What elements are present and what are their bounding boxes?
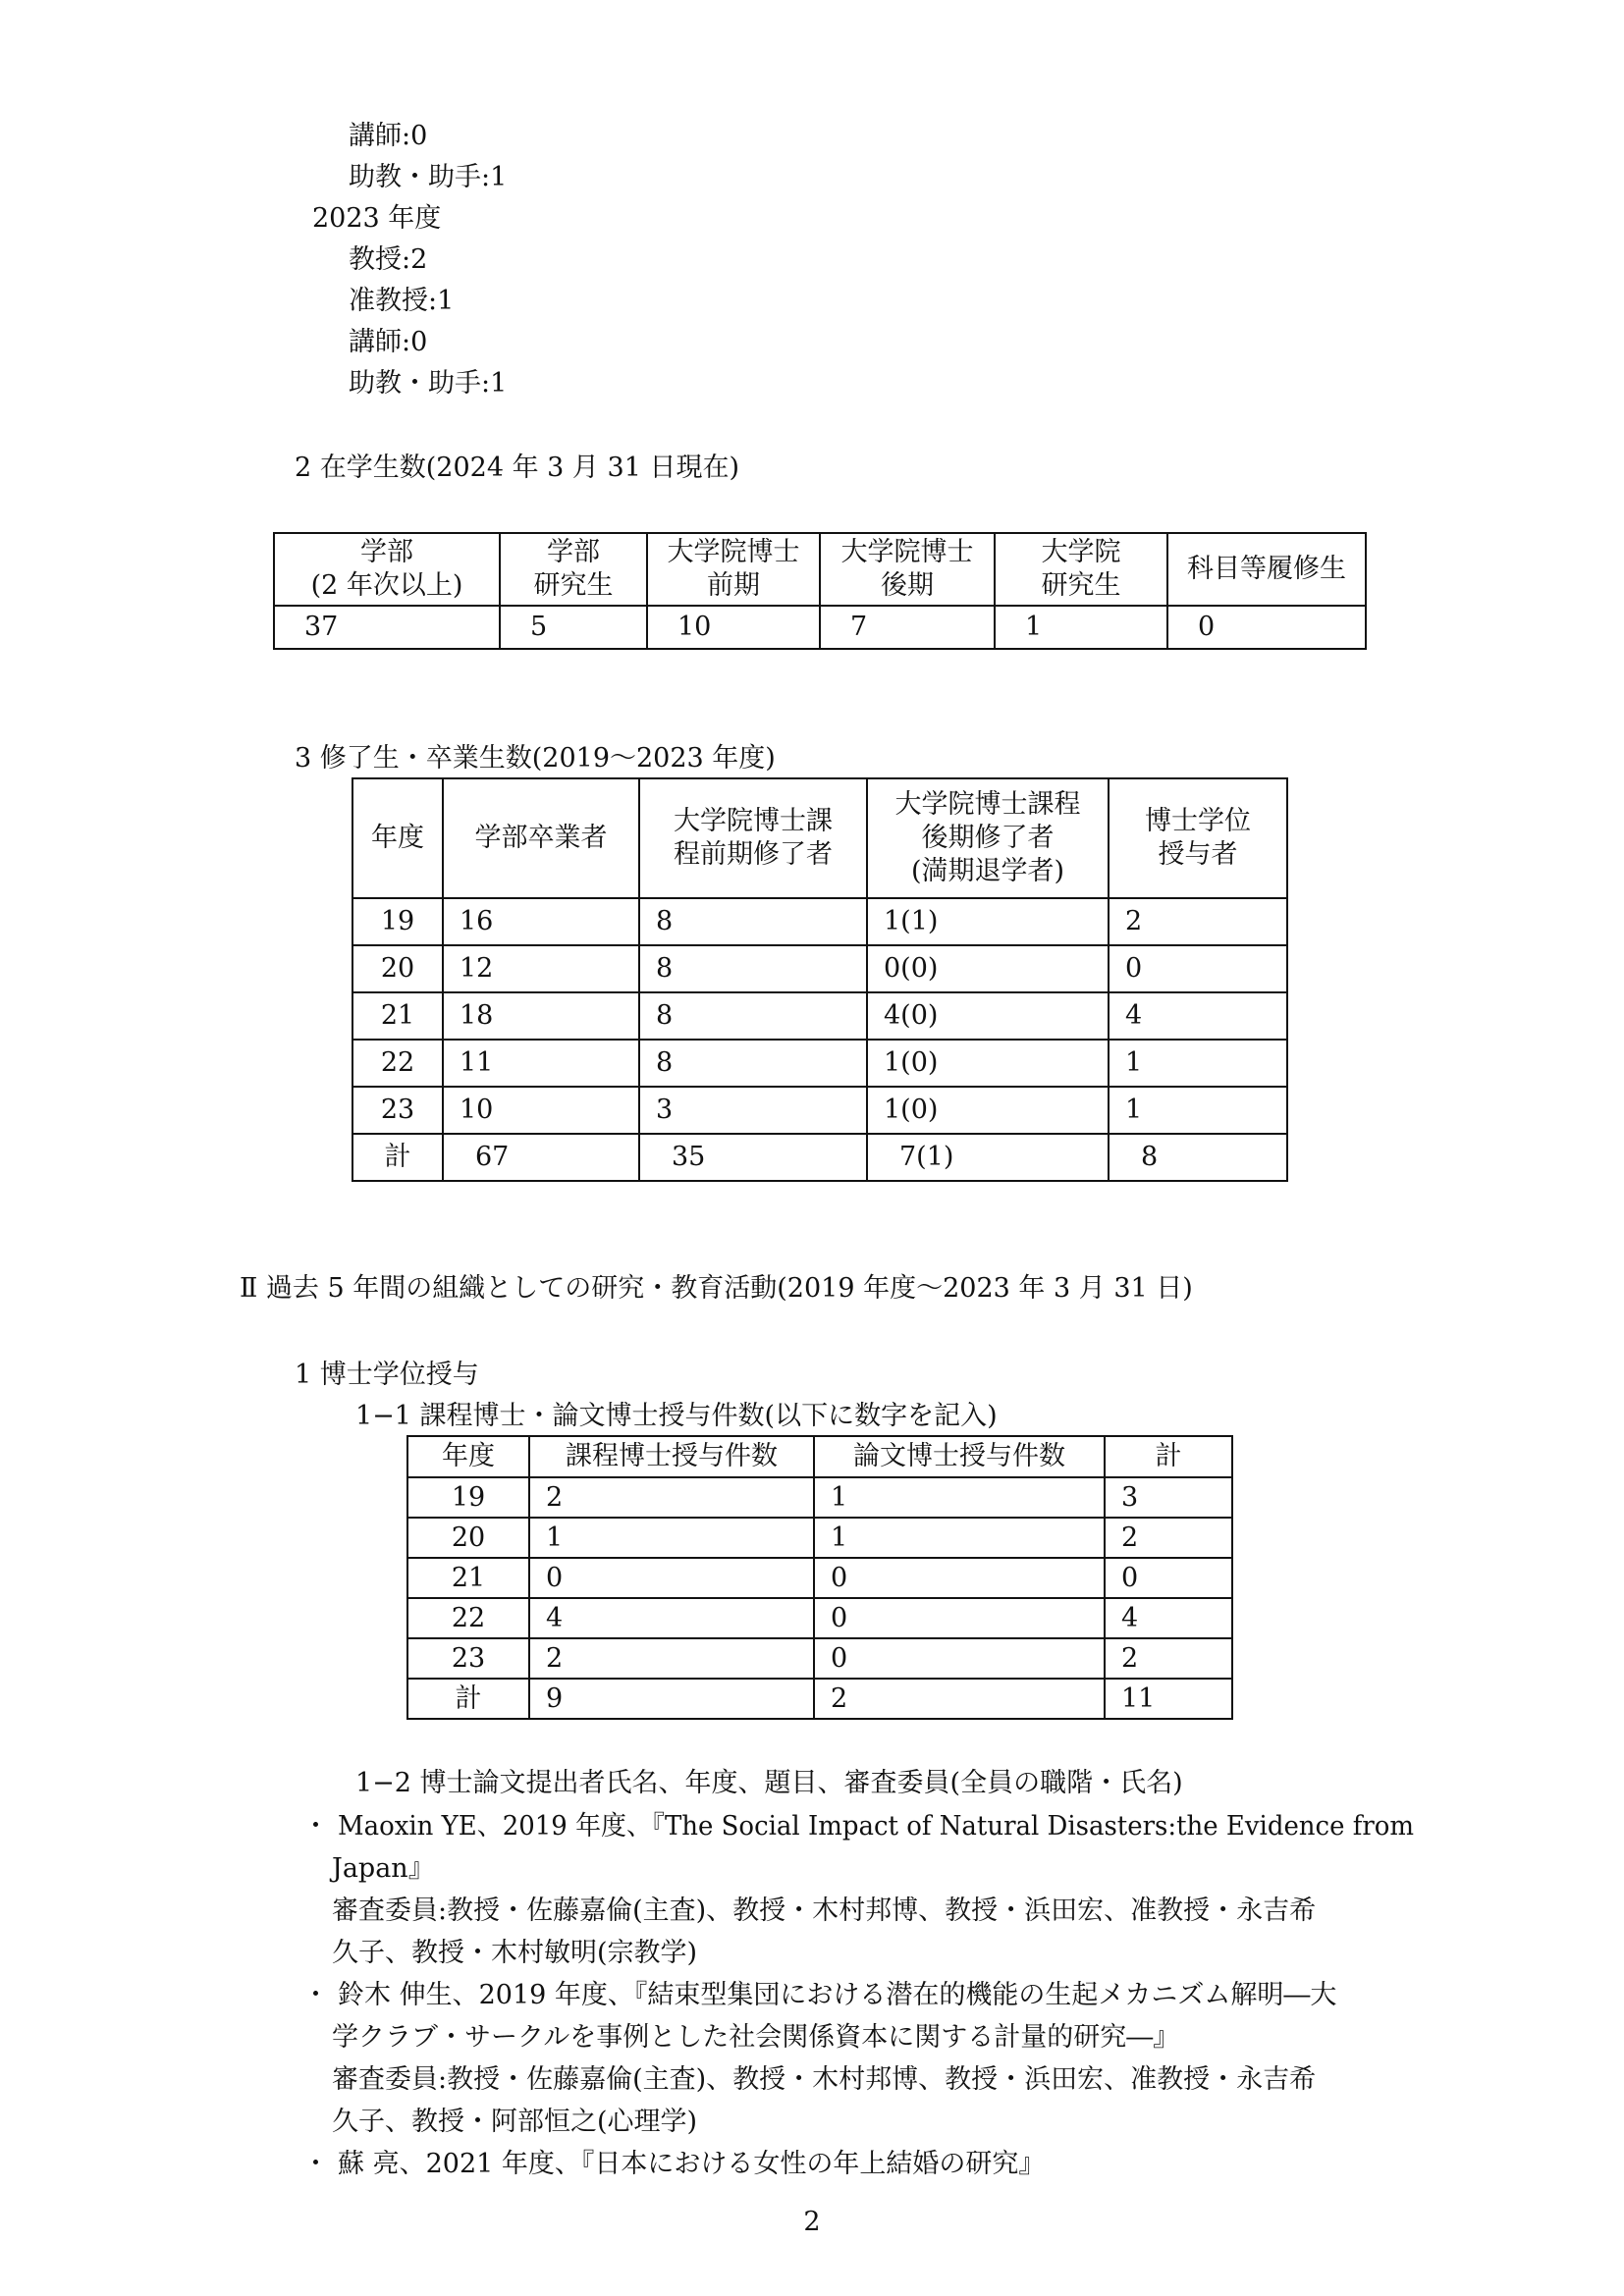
degrees-cell: 4 bbox=[529, 1598, 814, 1638]
enrollment-header-cell: 学部 研究生 bbox=[500, 533, 647, 606]
faculty-lecturer-2023: 講師:0 bbox=[349, 327, 428, 357]
enrollment-table bbox=[273, 532, 1367, 650]
degrees-cell: 11 bbox=[1105, 1679, 1232, 1719]
graduates-cell: 4 bbox=[1109, 992, 1287, 1040]
entry-bullet: ・ bbox=[302, 2149, 329, 2179]
part2-sub1-1: 1−1 課程博士・論文博士授与件数(以下に数字を記入) bbox=[355, 1401, 998, 1431]
graduates-row bbox=[352, 1040, 1287, 1087]
degrees-cell: 2 bbox=[529, 1638, 814, 1679]
graduates-cell: 計 bbox=[352, 1134, 443, 1181]
entry-title-line: Japan』 bbox=[332, 1853, 435, 1884]
enrollment-value: 7 bbox=[820, 606, 995, 649]
faculty-assistant-prev: 助教・助手:1 bbox=[349, 162, 508, 192]
graduates-cell: 1 bbox=[1109, 1087, 1287, 1134]
degrees-cell: 2 bbox=[529, 1477, 814, 1518]
degrees-cell: 0 bbox=[529, 1558, 814, 1598]
graduates-cell: 20 bbox=[352, 945, 443, 992]
degrees-cell: 9 bbox=[529, 1679, 814, 1719]
section3-heading: 3 修了生・卒業生数(2019～2023 年度) bbox=[295, 743, 776, 774]
degrees-cell: 2 bbox=[1105, 1518, 1232, 1558]
graduates-cell: 11 bbox=[443, 1040, 639, 1087]
enrollment-header-cell: 大学院博士 後期 bbox=[820, 533, 995, 606]
enrollment-value: 1 bbox=[995, 606, 1167, 649]
enrollment-header-cell: 学部 (2 年次以上) bbox=[274, 533, 500, 606]
graduates-cell: 16 bbox=[443, 898, 639, 945]
enrollment-value: 10 bbox=[647, 606, 820, 649]
graduates-row bbox=[352, 992, 1287, 1040]
enrollment-value: 37 bbox=[274, 606, 500, 649]
graduates-cell: 1 bbox=[1109, 1040, 1287, 1087]
degrees-cell: 19 bbox=[407, 1477, 529, 1518]
entry-committee-line: 審査委員:教授・佐藤嘉倫(主査)、教授・木村邦博、教授・浜田宏、准教授・永吉希 bbox=[332, 1896, 1317, 1926]
entry-bullet: ・ bbox=[302, 1811, 329, 1842]
degrees-cell: 22 bbox=[407, 1598, 529, 1638]
faculty-year-2023: 2023 年度 bbox=[312, 203, 442, 234]
entry-title-line: 鈴木 伸生、2019 年度、『結束型集団における潜在的機能の生起メカニズム解明―大 bbox=[338, 1980, 1337, 2010]
degrees-header-cell: 年度 bbox=[407, 1436, 529, 1477]
graduates-table bbox=[352, 777, 1288, 1182]
degrees-row bbox=[407, 1598, 1232, 1638]
graduates-cell: 3 bbox=[639, 1087, 867, 1134]
graduates-total-row bbox=[352, 1134, 1287, 1181]
degrees-total-row bbox=[407, 1679, 1232, 1719]
graduates-cell: 21 bbox=[352, 992, 443, 1040]
degrees-cell: 計 bbox=[407, 1679, 529, 1719]
graduates-cell: 10 bbox=[443, 1087, 639, 1134]
enrollment-value: 5 bbox=[500, 606, 647, 649]
faculty-lecturer-prev: 講師:0 bbox=[349, 121, 428, 151]
degrees-cell: 1 bbox=[814, 1518, 1105, 1558]
degrees-cell: 2 bbox=[814, 1679, 1105, 1719]
entry-bullet: ・ bbox=[302, 1980, 329, 2010]
graduates-cell: 1(1) bbox=[867, 898, 1109, 945]
enrollment-header-row bbox=[274, 533, 1366, 606]
graduates-cell: 1(0) bbox=[867, 1040, 1109, 1087]
part2-sub1-2: 1−2 博士論文提出者氏名、年度、題目、審査委員(全員の職階・氏名) bbox=[355, 1768, 1183, 1798]
degrees-row bbox=[407, 1558, 1232, 1598]
degrees-cell: 0 bbox=[814, 1598, 1105, 1638]
graduates-cell: 8 bbox=[639, 945, 867, 992]
degrees-cell: 0 bbox=[814, 1638, 1105, 1679]
graduates-cell: 0(0) bbox=[867, 945, 1109, 992]
graduates-header-cell: 大学院博士課 程前期修了者 bbox=[639, 778, 867, 898]
graduates-row bbox=[352, 945, 1287, 992]
degrees-cell: 0 bbox=[814, 1558, 1105, 1598]
enrollment-value: 0 bbox=[1167, 606, 1366, 649]
degrees-header-cell: 課程博士授与件数 bbox=[529, 1436, 814, 1477]
graduates-row bbox=[352, 898, 1287, 945]
entry-title-line: Maoxin YE、2019 年度、『The Social Impact of Natural Disasters:the Evidence from bbox=[338, 1811, 1414, 1842]
enrollment-header-cell: 大学院 研究生 bbox=[995, 533, 1167, 606]
graduates-cell: 18 bbox=[443, 992, 639, 1040]
graduates-header-cell: 博士学位 授与者 bbox=[1109, 778, 1287, 898]
faculty-associate-2023: 准教授:1 bbox=[349, 286, 455, 316]
degrees-row bbox=[407, 1477, 1232, 1518]
enrollment-header-cell: 大学院博士 前期 bbox=[647, 533, 820, 606]
part2-heading: Ⅱ 過去 5 年間の組織としての研究・教育活動(2019 年度～2023 年 3 月 31 日) bbox=[240, 1273, 1193, 1304]
graduates-cell: 2 bbox=[1109, 898, 1287, 945]
graduates-cell: 19 bbox=[352, 898, 443, 945]
enrollment-header-cell: 科目等履修生 bbox=[1167, 533, 1366, 606]
degrees-cell: 1 bbox=[529, 1518, 814, 1558]
degrees-cell: 20 bbox=[407, 1518, 529, 1558]
graduates-header-cell: 学部卒業者 bbox=[443, 778, 639, 898]
graduates-header-row bbox=[352, 778, 1287, 898]
graduates-header-cell: 年度 bbox=[352, 778, 443, 898]
graduates-cell: 12 bbox=[443, 945, 639, 992]
degrees-cell: 4 bbox=[1105, 1598, 1232, 1638]
entry-title-line: 蘇 亮、2021 年度、『日本における女性の年上結婚の研究』 bbox=[338, 2149, 1046, 2179]
degrees-cell: 3 bbox=[1105, 1477, 1232, 1518]
degrees-cell: 1 bbox=[814, 1477, 1105, 1518]
graduates-cell: 7(1) bbox=[867, 1134, 1109, 1181]
degrees-header-row bbox=[407, 1436, 1232, 1477]
degrees-row bbox=[407, 1518, 1232, 1558]
degrees-header-cell: 計 bbox=[1105, 1436, 1232, 1477]
faculty-professor-2023: 教授:2 bbox=[349, 244, 428, 275]
graduates-cell: 23 bbox=[352, 1087, 443, 1134]
degrees-row bbox=[407, 1638, 1232, 1679]
graduates-cell: 4(0) bbox=[867, 992, 1109, 1040]
degrees-table bbox=[406, 1435, 1233, 1720]
graduates-cell: 8 bbox=[1109, 1134, 1287, 1181]
graduates-row bbox=[352, 1087, 1287, 1134]
graduates-cell: 8 bbox=[639, 1040, 867, 1087]
graduates-cell: 67 bbox=[443, 1134, 639, 1181]
entry-title-line: 学クラブ・サークルを事例とした社会関係資本に関する計量的研究―』 bbox=[332, 2022, 1180, 2053]
enrollment-value-row bbox=[274, 606, 1366, 649]
entry-committee-line: 久子、教授・阿部恒之(心理学) bbox=[332, 2107, 698, 2137]
graduates-cell: 22 bbox=[352, 1040, 443, 1087]
entry-committee-line: 審査委員:教授・佐藤嘉倫(主査)、教授・木村邦博、教授・浜田宏、准教授・永吉希 bbox=[332, 2064, 1317, 2095]
graduates-cell: 8 bbox=[639, 898, 867, 945]
section2-heading: 2 在学生数(2024 年 3 月 31 日現在) bbox=[295, 453, 739, 483]
page-number: 2 bbox=[803, 2207, 821, 2237]
degrees-header-cell: 論文博士授与件数 bbox=[814, 1436, 1105, 1477]
entry-committee-line: 久子、教授・木村敏明(宗教学) bbox=[332, 1938, 698, 1968]
degrees-cell: 23 bbox=[407, 1638, 529, 1679]
graduates-cell: 8 bbox=[639, 992, 867, 1040]
degrees-cell: 0 bbox=[1105, 1558, 1232, 1598]
graduates-header-cell: 大学院博士課程 後期修了者 (満期退学者) bbox=[867, 778, 1109, 898]
graduates-cell: 0 bbox=[1109, 945, 1287, 992]
degrees-cell: 21 bbox=[407, 1558, 529, 1598]
degrees-cell: 2 bbox=[1105, 1638, 1232, 1679]
faculty-assistant-2023: 助教・助手:1 bbox=[349, 368, 508, 399]
graduates-cell: 1(0) bbox=[867, 1087, 1109, 1134]
graduates-cell: 35 bbox=[639, 1134, 867, 1181]
part2-sub1: 1 博士学位授与 bbox=[295, 1360, 479, 1390]
